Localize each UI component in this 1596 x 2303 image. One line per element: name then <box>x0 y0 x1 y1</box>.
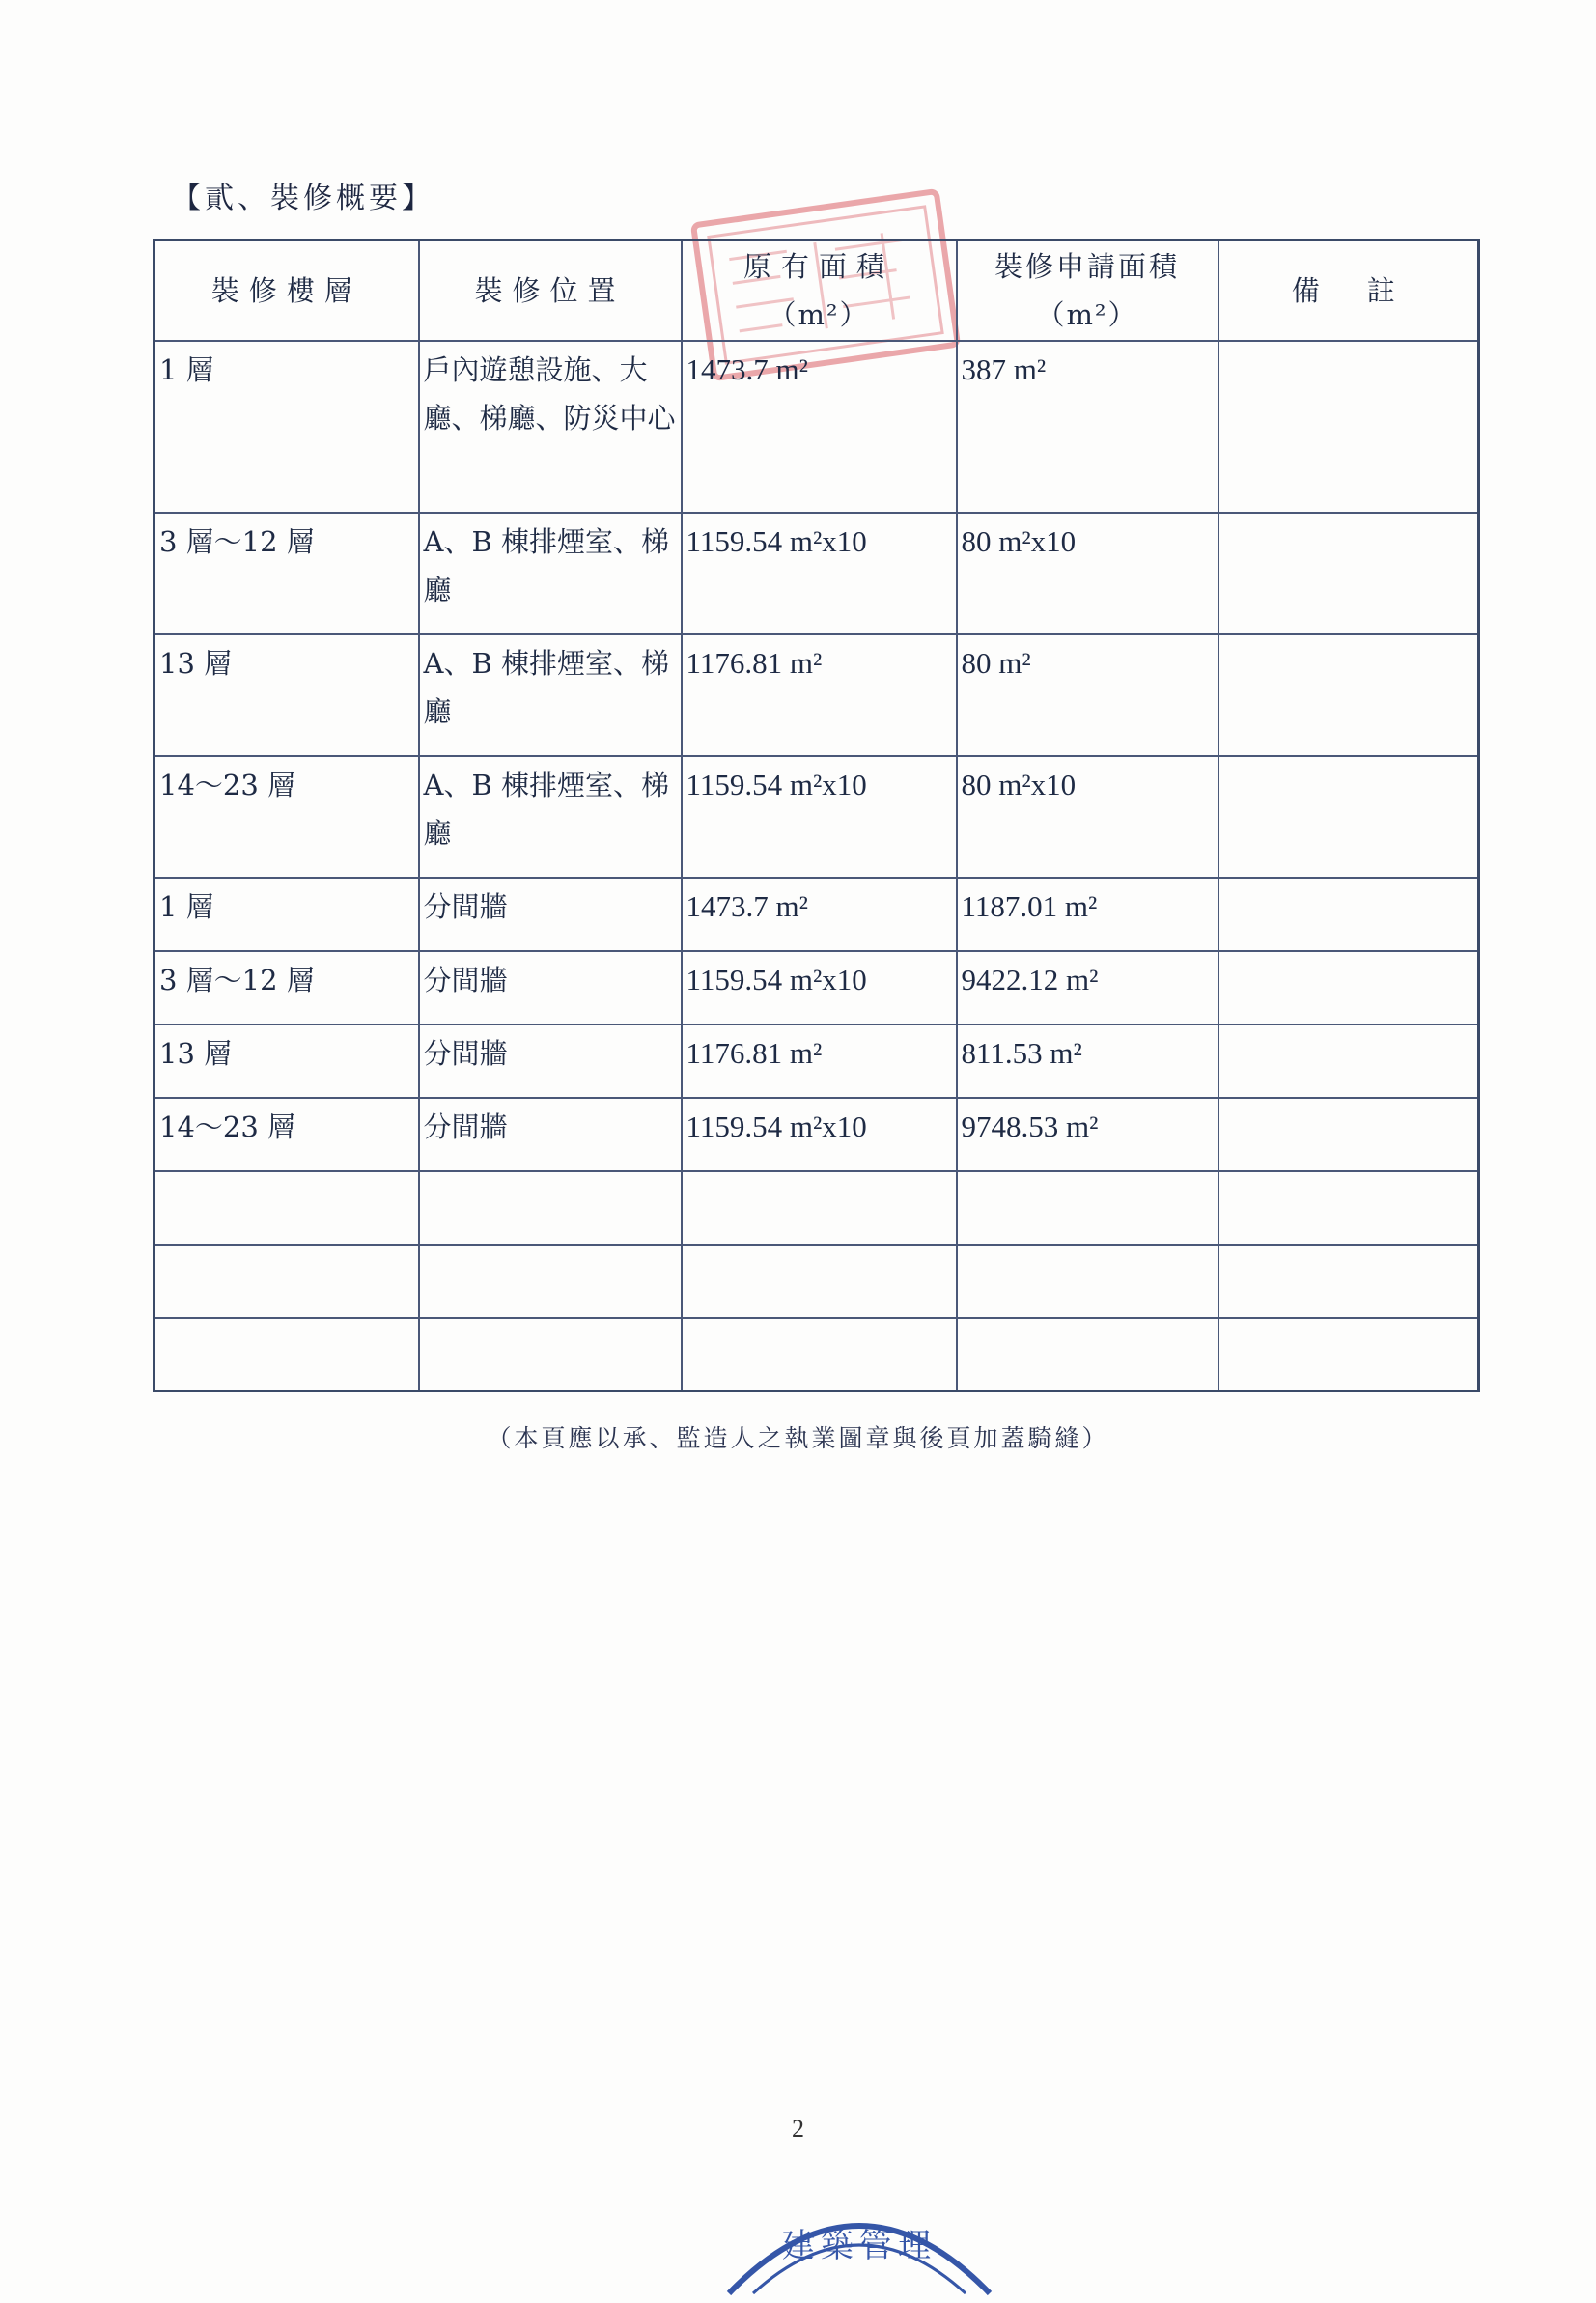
cell-original-area: 1176.81 m² <box>682 634 957 756</box>
cell-location <box>419 1171 682 1245</box>
cell-original-area <box>682 1318 957 1391</box>
seal-text: 建築管理 <box>782 2227 937 2265</box>
cell-floor: 13 層 <box>154 1025 419 1098</box>
cell-original-area: 1473.7 m² <box>682 878 957 951</box>
cell-location: A、B 棟排煙室、梯廳 <box>419 513 682 634</box>
cell-location: 戶內遊憩設施、大廳、梯廳、防災中心 <box>419 341 682 513</box>
cell-remarks <box>1218 1025 1479 1098</box>
cell-location <box>419 1245 682 1318</box>
cell-original-area <box>682 1171 957 1245</box>
cell-location: A、B 棟排煙室、梯廳 <box>419 634 682 756</box>
table-row <box>154 341 1479 513</box>
page-number: 2 <box>792 2115 804 2143</box>
cell-location: 分間牆 <box>419 951 682 1025</box>
cell-original-area: 1159.54 m²x10 <box>682 951 957 1025</box>
cell-applied-area: 9748.53 m² <box>957 1098 1218 1171</box>
header-applied-area <box>957 240 1218 341</box>
cell-location: 分間牆 <box>419 1025 682 1098</box>
cell-applied-area: 1187.01 m² <box>957 878 1218 951</box>
cell-floor: 1 層 <box>154 341 419 513</box>
cell-applied-area: 80 m²x10 <box>957 756 1218 878</box>
seal-instruction-footnote: （本頁應以承、監造人之執業圖章與後頁加蓋騎縫） <box>487 1424 1109 1452</box>
cell-original-area: 1159.54 m²x10 <box>682 1098 957 1171</box>
table-row <box>154 756 1479 878</box>
cell-floor <box>154 1318 419 1391</box>
cell-remarks <box>1218 341 1479 513</box>
cell-remarks <box>1218 1098 1479 1171</box>
table-row-empty <box>154 1245 1479 1318</box>
cell-remarks <box>1218 634 1479 756</box>
cell-applied-area: 80 m² <box>957 634 1218 756</box>
table-row <box>154 1025 1479 1098</box>
table-row-empty <box>154 1318 1479 1391</box>
table-row <box>154 878 1479 951</box>
cell-remarks <box>1218 1318 1479 1391</box>
cell-original-area <box>682 1245 957 1318</box>
cell-floor: 13 層 <box>154 634 419 756</box>
cell-remarks <box>1218 951 1479 1025</box>
building-management-seal <box>710 2187 1009 2303</box>
header-location: 裝修位置 <box>419 240 682 341</box>
table-row <box>154 634 1479 756</box>
cell-remarks <box>1218 1171 1479 1245</box>
table-row-empty <box>154 1171 1479 1245</box>
cell-remarks <box>1218 513 1479 634</box>
cell-floor: 1 層 <box>154 878 419 951</box>
renovation-summary-table <box>153 239 1480 1392</box>
table-row <box>154 951 1479 1025</box>
cell-floor: 3 層～12 層 <box>154 951 419 1025</box>
cell-floor: 3 層～12 層 <box>154 513 419 634</box>
cell-floor: 14～23 層 <box>154 1098 419 1171</box>
section-title: 【貳、裝修概要】 <box>172 182 434 215</box>
cell-original-area: 1159.54 m²x10 <box>682 756 957 878</box>
cell-floor <box>154 1245 419 1318</box>
table-row <box>154 1098 1479 1171</box>
cell-applied-area <box>957 1171 1218 1245</box>
cell-remarks <box>1218 756 1479 878</box>
header-original-area-label: 原有面積 <box>742 249 894 283</box>
header-original-area-unit: （m²） <box>768 297 870 331</box>
cell-applied-area: 9422.12 m² <box>957 951 1218 1025</box>
cell-applied-area: 811.53 m² <box>957 1025 1218 1098</box>
cell-applied-area: 80 m²x10 <box>957 513 1218 634</box>
cell-floor <box>154 1171 419 1245</box>
cell-remarks <box>1218 1245 1479 1318</box>
cell-location: A、B 棟排煙室、梯廳 <box>419 756 682 878</box>
header-floor: 裝修樓層 <box>154 240 419 341</box>
header-remarks: 備 註 <box>1218 240 1479 341</box>
cell-location: 分間牆 <box>419 878 682 951</box>
cell-location: 分間牆 <box>419 1098 682 1171</box>
table-header-row <box>154 240 1479 341</box>
cell-original-area: 1176.81 m² <box>682 1025 957 1098</box>
header-original-area <box>682 240 957 341</box>
header-applied-area-label: 裝修申請面積 <box>994 249 1180 283</box>
cell-original-area: 1159.54 m²x10 <box>682 513 957 634</box>
cell-floor: 14～23 層 <box>154 756 419 878</box>
cell-remarks <box>1218 878 1479 951</box>
cell-applied-area: 387 m² <box>957 341 1218 513</box>
table-row <box>154 513 1479 634</box>
cell-applied-area <box>957 1245 1218 1318</box>
cell-applied-area <box>957 1318 1218 1391</box>
cell-location <box>419 1318 682 1391</box>
cell-original-area: 1473.7 m² <box>682 341 957 513</box>
header-applied-area-unit: （m²） <box>1036 297 1138 331</box>
